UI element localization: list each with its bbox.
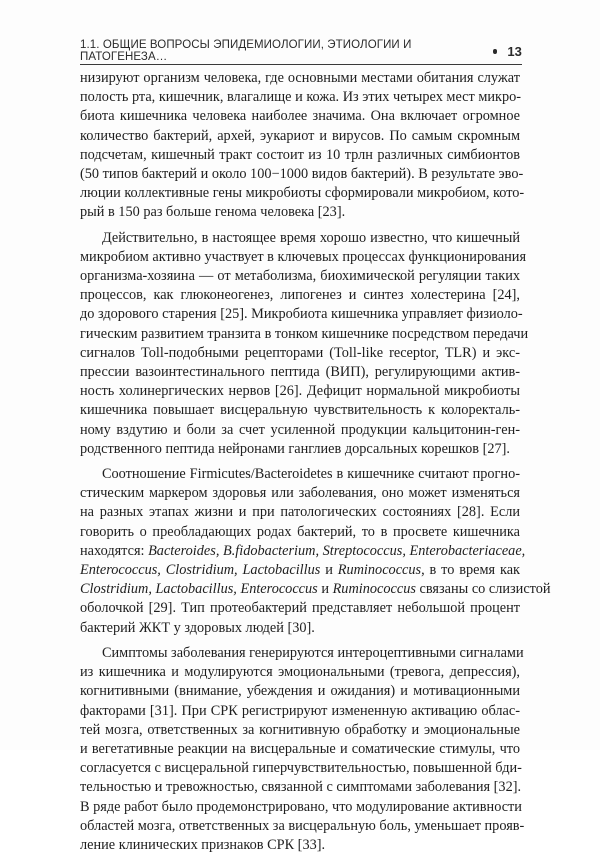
text-line: количество бактерий, архей, эукариот и вирусов. По самым скромным (80, 127, 520, 144)
text-line: полость рта, кишечник, влагалище и кожа. Из этих четырех мест микро- (80, 89, 522, 106)
text-line: Действительно, в настоящее время хорошо известно, что кишечный (102, 229, 520, 246)
text-line: согласуется с висцеральной гиперчувствительностью, повышенной бди- (80, 760, 522, 777)
body-text (80, 69, 551, 855)
bullet-icon (493, 49, 498, 54)
text-line: Симптомы заболевания генерируются интероцептивными сигналами (102, 644, 524, 661)
text-line: прессии вазоинтестинального пептида (ВИП), регулирующими актив- (80, 364, 520, 381)
paragraph-3 (80, 465, 551, 638)
text-line: процессов, как глюконеогенез, липогенез и синтез холестерина [24], (80, 287, 520, 304)
text-line: сигналов Toll-подобными рецепторами (Toll-like receptor, TLR) и экс- (80, 344, 520, 361)
text-line: ление клинических признаков СРК [33]. (80, 836, 326, 853)
text-line: родственного пептида нейронами ганглиев дорсальных корешков [27]. (80, 440, 511, 457)
text-line: рый в 150 раз больше генома человека [23]. (80, 204, 346, 221)
page-number: 13 (507, 43, 522, 59)
paragraph-1 (80, 69, 525, 223)
text-line: биота кишечника человека наиболее значима. Она включает огромное (80, 108, 520, 125)
text-line: на разных этапах жизни и при патологических состояниях [28]. Если (80, 504, 520, 521)
paragraph-2 (80, 229, 529, 459)
text-line: ному вздутию и боли за счет усиленной продукции кальцитонин-ген- (80, 421, 520, 438)
text-line: кишечника повышает висцеральную чувствительность к колоректаль- (80, 402, 520, 419)
text-line: люции коллективные гены микробиоты сформировали микробиом, кото- (80, 185, 525, 202)
running-header (80, 40, 522, 62)
text-line: подсчетам, кишечный тракт состоит из 10 трлн различных симбионтов (80, 146, 520, 163)
text-line: В ряде работ было продемонстрировано, что модулирование активности (80, 798, 522, 815)
text-line: Enterococcus, Clostridium, Lactobacillus и Ruminococcus, в то время как (80, 562, 520, 579)
text-line: факторами [31]. При СРК регистрируют измененную активацию облас- (80, 702, 520, 719)
text-line: и вегетативные реакции на висцеральные и соматические стимулы, что (80, 740, 520, 757)
text-line: находятся: Bacteroides, B.fidobacterium, Streptococcus, Enterobacteriaceae, (80, 542, 526, 559)
text-line: микробиом активно участвует в ключевых процессах функционирования (80, 248, 527, 265)
text-line: бактерий ЖКТ у здоровых людей [30]. (80, 619, 315, 636)
text-line: тей мозга, ответственных за когнитивную обработку и эмоциональные (80, 721, 520, 738)
text-line: стическим маркером здоровья или заболевания, оно может изменяться (80, 485, 520, 502)
text-line: оболочкой [29]. Тип протеобактерий представляет небольшой процент (80, 600, 520, 617)
text-line: организма-хозяина — от метаболизма, биохимической регуляции таких (80, 268, 520, 285)
text-line: гическим развитием транзита в тонком кишечнике посредством передачи (80, 325, 529, 342)
text-line: ность холинергических нервов [26]. Дефицит нормальной микробиоты (80, 383, 520, 400)
text-line: когнитивными (внимание, убеждения и ожидания) и мотивационными (80, 683, 520, 700)
text-line: до здорового старения [25]. Микробиота кишечника управляет физиоло- (80, 306, 523, 323)
text-line: тельностью и тревожностью, связанной с симптомами заболевания [32]. (80, 779, 522, 796)
text-line: (50 типов бактерий и около 100−1000 видов бактерий). В результате эво- (80, 166, 524, 183)
text-line: Clostridium, Lactobacillus, Enterococcus и Ruminococcus связаны со слизистой (80, 581, 551, 598)
text-line: Соотношение Firmicutes/Bacteroidetes в кишечнике считают прогно- (102, 466, 520, 483)
header-rule (80, 64, 522, 65)
text-line: областей мозга, ответственных за висцеральную боль, уменьшает прояв- (80, 817, 525, 834)
section-title: 1.1. ОБЩИЕ ВОПРОСЫ ЭПИДЕМИОЛОГИИ, ЭТИОЛОГИИ И ПАТОГЕНЕЗА… (80, 39, 412, 63)
text-line: говорить о преобладающих родах бактерий, то в просвете кишечника (80, 523, 520, 540)
text-line: низируют организм человека, где основными местами обитания служат (80, 70, 520, 86)
paragraph-4 (80, 644, 525, 855)
text-line: из кишечника и модулируются эмоциональными (тревога, депрессия), (80, 664, 520, 681)
